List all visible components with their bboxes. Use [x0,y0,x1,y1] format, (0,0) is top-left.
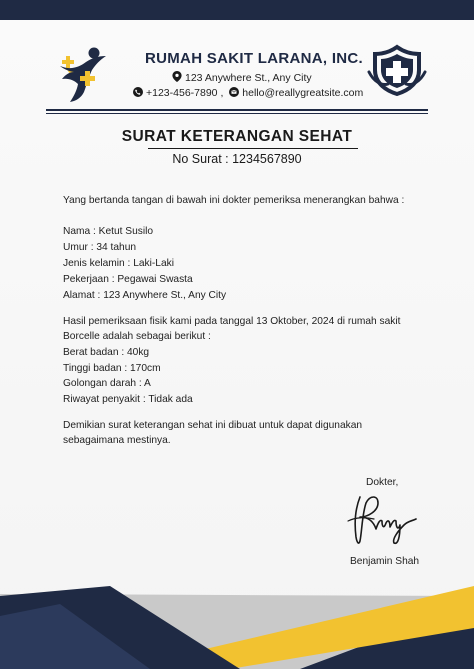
top-bar [0,0,474,20]
header-divider-thin [46,113,428,114]
footer-decoration [0,586,474,669]
identity-line: Jenis kelamin : Laki-Laki [63,258,174,269]
exam-result-line: Berat badan : 40kg [63,347,150,358]
identity-line: Nama : Ketut Susilo [63,226,154,237]
exam-result-line: Golongan darah : A [63,378,151,389]
location-pin-icon [172,71,182,82]
phone-icon [133,87,143,97]
intro-text: Yang bertanda tangan di bawah ini dokter pemeriksa menerangkan bahwa : [63,195,405,206]
shield-cross-icon [366,44,428,96]
identity-line: Umur : 34 tahun [63,242,137,253]
address-text: 123 Anywhere St., Any City [185,72,312,84]
email-text: hello@reallygreatsite.com [242,87,364,99]
exam-intro-line: Borcelle adalah sebagai berikut : [63,331,211,342]
exam-intro-line: Hasil pemeriksaan fisik kami pada tanggal 13 Oktober, 2024 di rumah sakit [63,316,401,327]
exam-result-line: Tinggi badan : 170cm [63,363,161,374]
document-title: SURAT KETERANGAN SEHAT [121,128,353,145]
identity-line: Pekerjaan : Pegawai Swasta [63,274,193,285]
signer-name: Benjamin Shah [350,556,420,567]
phone-text: +123-456-7890 , [146,87,224,99]
signature-label: Dokter, [366,477,399,488]
identity-line: Alamat : 123 Anywhere St., Any City [63,290,227,301]
closing-line: sebagaimana mestinya. [63,435,171,446]
exam-result-line: Riwayat penyakit : Tidak ada [63,394,193,405]
closing-line: Demikian surat keterangan sehat ini dibuat untuk dapat digunakan [63,420,363,431]
document-number: No Surat : 1234567890 [172,152,302,166]
person-cross-logo [56,46,112,104]
contact-line [133,87,363,99]
hospital-name: RUMAH SAKIT LARANA, INC. [145,50,364,67]
header-divider [46,109,428,111]
address-line [172,71,312,84]
handwritten-signature [344,487,426,549]
email-icon [229,87,239,97]
title-underline [148,148,358,149]
